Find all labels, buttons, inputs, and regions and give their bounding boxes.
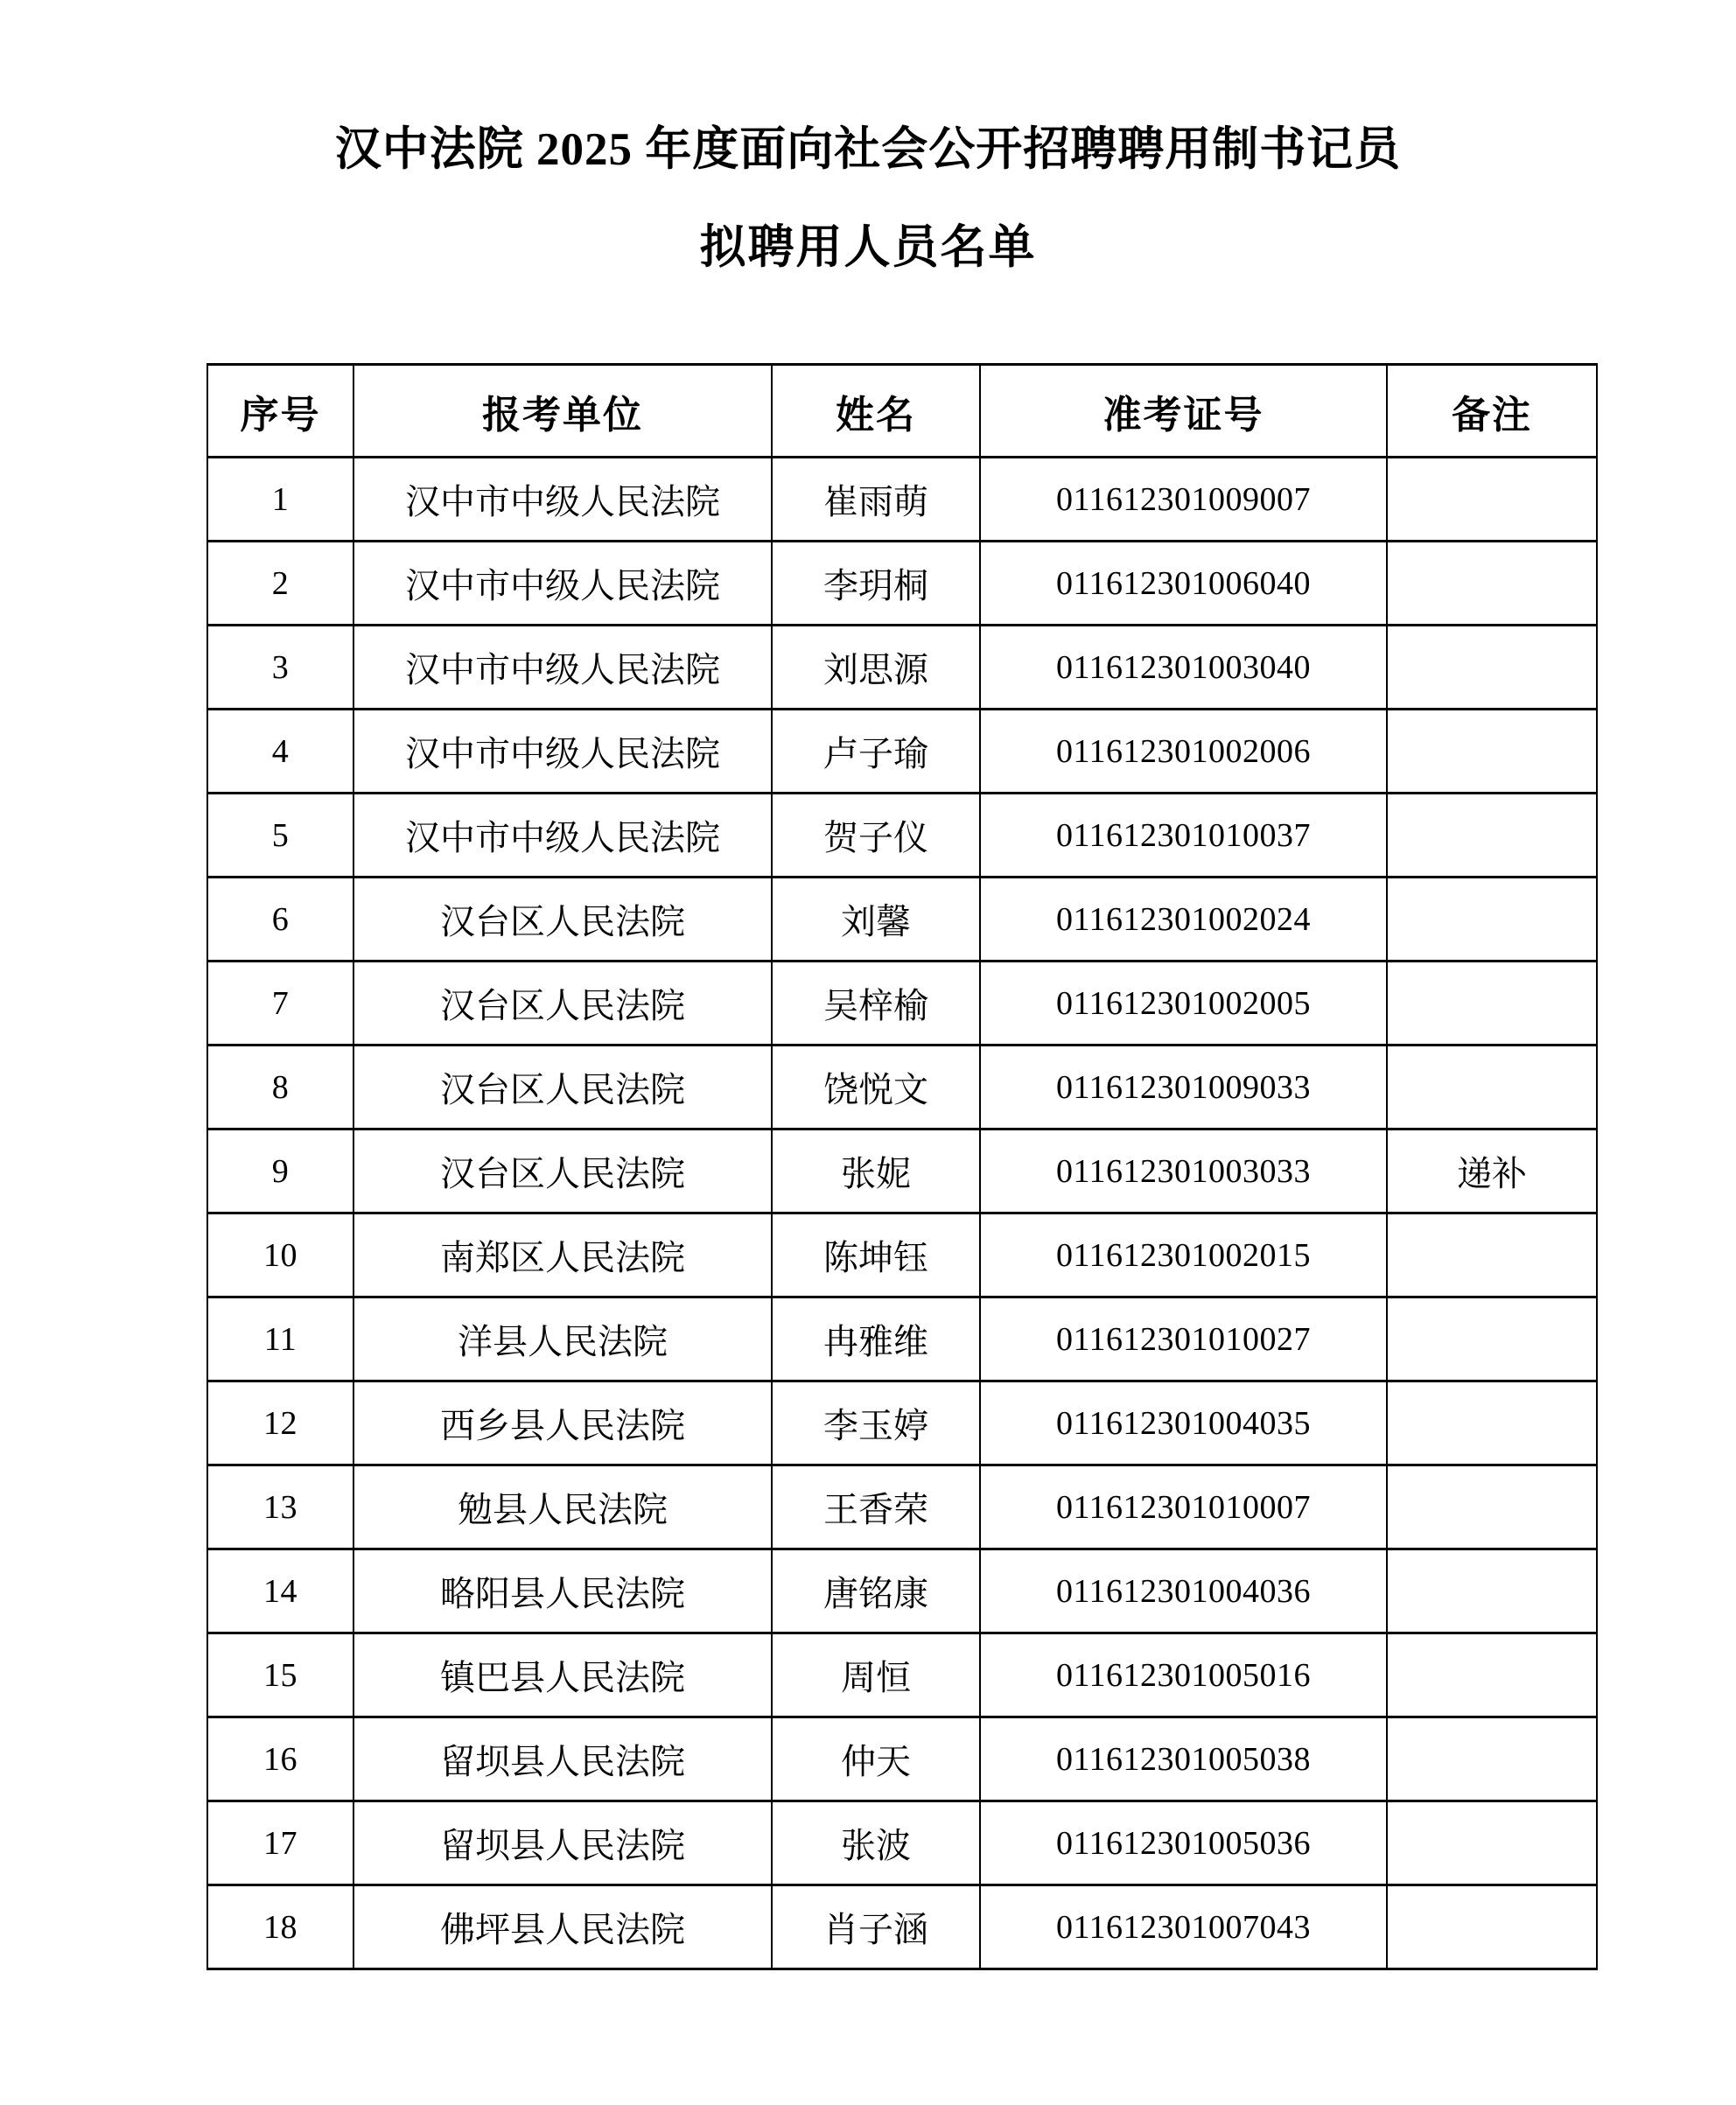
cell-name: 刘思源 bbox=[772, 626, 980, 710]
cell-name: 张波 bbox=[772, 1801, 980, 1885]
table-row bbox=[207, 1717, 1597, 1801]
table-row bbox=[207, 1549, 1597, 1633]
cell-ticket-number: 011612301004036 bbox=[980, 1549, 1387, 1633]
table-header-row bbox=[207, 365, 1597, 458]
cell-applied-unit: 汉中市中级人民法院 bbox=[354, 626, 772, 710]
cell-remark bbox=[1387, 1549, 1597, 1633]
cell-remark bbox=[1387, 962, 1597, 1046]
cell-ticket-number: 011612301002005 bbox=[980, 962, 1387, 1046]
cell-serial-number: 9 bbox=[207, 1129, 354, 1213]
cell-applied-unit: 汉中市中级人民法院 bbox=[354, 542, 772, 626]
cell-name: 仲天 bbox=[772, 1717, 980, 1801]
cell-name: 唐铭康 bbox=[772, 1549, 980, 1633]
cell-name: 冉雅维 bbox=[772, 1297, 980, 1381]
table-row bbox=[207, 1801, 1597, 1885]
cell-remark: 递补 bbox=[1387, 1129, 1597, 1213]
table-body bbox=[207, 458, 1597, 1969]
cell-serial-number: 12 bbox=[207, 1381, 354, 1465]
table-row bbox=[207, 878, 1597, 962]
cell-serial-number: 15 bbox=[207, 1633, 354, 1717]
table-row bbox=[207, 1381, 1597, 1465]
cell-applied-unit: 略阳县人民法院 bbox=[354, 1549, 772, 1633]
cell-serial-number: 4 bbox=[207, 710, 354, 794]
cell-applied-unit: 西乡县人民法院 bbox=[354, 1381, 772, 1465]
cell-name: 饶悦文 bbox=[772, 1046, 980, 1129]
table-row bbox=[207, 1633, 1597, 1717]
cell-ticket-number: 011612301003033 bbox=[980, 1129, 1387, 1213]
cell-name: 贺子仪 bbox=[772, 794, 980, 878]
cell-applied-unit: 镇巴县人民法院 bbox=[354, 1633, 772, 1717]
cell-name: 吴梓榆 bbox=[772, 962, 980, 1046]
header-ticket-number: 准考证号 bbox=[980, 365, 1387, 458]
table-row bbox=[207, 1046, 1597, 1129]
cell-name: 王香荣 bbox=[772, 1465, 980, 1549]
header-remark: 备注 bbox=[1387, 365, 1597, 458]
cell-applied-unit: 汉中市中级人民法院 bbox=[354, 710, 772, 794]
cell-ticket-number: 011612301009007 bbox=[980, 458, 1387, 542]
cell-serial-number: 2 bbox=[207, 542, 354, 626]
cell-ticket-number: 011612301002024 bbox=[980, 878, 1387, 962]
cell-name: 李玥桐 bbox=[772, 542, 980, 626]
cell-applied-unit: 汉台区人民法院 bbox=[354, 1129, 772, 1213]
cell-remark bbox=[1387, 710, 1597, 794]
hired-personnel-table bbox=[206, 363, 1598, 1970]
cell-serial-number: 6 bbox=[207, 878, 354, 962]
cell-remark bbox=[1387, 1633, 1597, 1717]
cell-serial-number: 16 bbox=[207, 1717, 354, 1801]
header-serial-number: 序号 bbox=[207, 365, 354, 458]
cell-serial-number: 10 bbox=[207, 1213, 354, 1297]
table-row bbox=[207, 1297, 1597, 1381]
cell-applied-unit: 汉中市中级人民法院 bbox=[354, 794, 772, 878]
cell-applied-unit: 洋县人民法院 bbox=[354, 1297, 772, 1381]
cell-serial-number: 11 bbox=[207, 1297, 354, 1381]
table-row bbox=[207, 1465, 1597, 1549]
cell-ticket-number: 011612301005016 bbox=[980, 1633, 1387, 1717]
cell-name: 陈坤钰 bbox=[772, 1213, 980, 1297]
header-name: 姓名 bbox=[772, 365, 980, 458]
cell-remark bbox=[1387, 1297, 1597, 1381]
cell-ticket-number: 011612301005036 bbox=[980, 1801, 1387, 1885]
cell-ticket-number: 011612301002006 bbox=[980, 710, 1387, 794]
table-row bbox=[207, 626, 1597, 710]
cell-remark bbox=[1387, 794, 1597, 878]
cell-applied-unit: 南郑区人民法院 bbox=[354, 1213, 772, 1297]
cell-serial-number: 8 bbox=[207, 1046, 354, 1129]
cell-ticket-number: 011612301003040 bbox=[980, 626, 1387, 710]
cell-name: 卢子瑜 bbox=[772, 710, 980, 794]
table-row bbox=[207, 710, 1597, 794]
cell-name: 刘馨 bbox=[772, 878, 980, 962]
cell-serial-number: 18 bbox=[207, 1885, 354, 1969]
cell-name: 崔雨萌 bbox=[772, 458, 980, 542]
cell-applied-unit: 佛坪县人民法院 bbox=[354, 1885, 772, 1969]
cell-applied-unit: 留坝县人民法院 bbox=[354, 1801, 772, 1885]
cell-ticket-number: 011612301007043 bbox=[980, 1885, 1387, 1969]
cell-ticket-number: 011612301006040 bbox=[980, 542, 1387, 626]
document-title-line2: 拟聘用人员名单 bbox=[699, 222, 1037, 273]
cell-name: 周恒 bbox=[772, 1633, 980, 1717]
cell-serial-number: 13 bbox=[207, 1465, 354, 1549]
table-row bbox=[207, 458, 1597, 542]
cell-applied-unit: 汉台区人民法院 bbox=[354, 1046, 772, 1129]
document-title-line1: 汉中法院 2025 年度面向社会公开招聘聘用制书记员 bbox=[334, 124, 1402, 175]
cell-ticket-number: 011612301010007 bbox=[980, 1465, 1387, 1549]
cell-serial-number: 7 bbox=[207, 962, 354, 1046]
cell-serial-number: 3 bbox=[207, 626, 354, 710]
cell-remark bbox=[1387, 542, 1597, 626]
cell-ticket-number: 011612301004035 bbox=[980, 1381, 1387, 1465]
cell-applied-unit: 留坝县人民法院 bbox=[354, 1717, 772, 1801]
cell-ticket-number: 011612301009033 bbox=[980, 1046, 1387, 1129]
cell-ticket-number: 011612301005038 bbox=[980, 1717, 1387, 1801]
cell-remark bbox=[1387, 626, 1597, 710]
cell-remark bbox=[1387, 878, 1597, 962]
cell-serial-number: 5 bbox=[207, 794, 354, 878]
cell-remark bbox=[1387, 1381, 1597, 1465]
table-row bbox=[207, 1885, 1597, 1969]
cell-applied-unit: 汉台区人民法院 bbox=[354, 878, 772, 962]
cell-name: 张妮 bbox=[772, 1129, 980, 1213]
cell-ticket-number: 011612301010037 bbox=[980, 794, 1387, 878]
cell-serial-number: 17 bbox=[207, 1801, 354, 1885]
cell-remark bbox=[1387, 1717, 1597, 1801]
header-applied-unit: 报考单位 bbox=[354, 365, 772, 458]
cell-serial-number: 1 bbox=[207, 458, 354, 542]
cell-name: 肖子涵 bbox=[772, 1885, 980, 1969]
cell-remark bbox=[1387, 1801, 1597, 1885]
table-row bbox=[207, 1213, 1597, 1297]
table-row bbox=[207, 962, 1597, 1046]
table-row bbox=[207, 542, 1597, 626]
cell-remark bbox=[1387, 1465, 1597, 1549]
cell-applied-unit: 汉中市中级人民法院 bbox=[354, 458, 772, 542]
cell-serial-number: 14 bbox=[207, 1549, 354, 1633]
cell-ticket-number: 011612301010027 bbox=[980, 1297, 1387, 1381]
table-row bbox=[207, 794, 1597, 878]
cell-remark bbox=[1387, 458, 1597, 542]
cell-remark bbox=[1387, 1213, 1597, 1297]
cell-remark bbox=[1387, 1885, 1597, 1969]
cell-applied-unit: 汉台区人民法院 bbox=[354, 962, 772, 1046]
table-row bbox=[207, 1129, 1597, 1213]
cell-ticket-number: 011612301002015 bbox=[980, 1213, 1387, 1297]
cell-remark bbox=[1387, 1046, 1597, 1129]
cell-applied-unit: 勉县人民法院 bbox=[354, 1465, 772, 1549]
cell-name: 李玉婷 bbox=[772, 1381, 980, 1465]
